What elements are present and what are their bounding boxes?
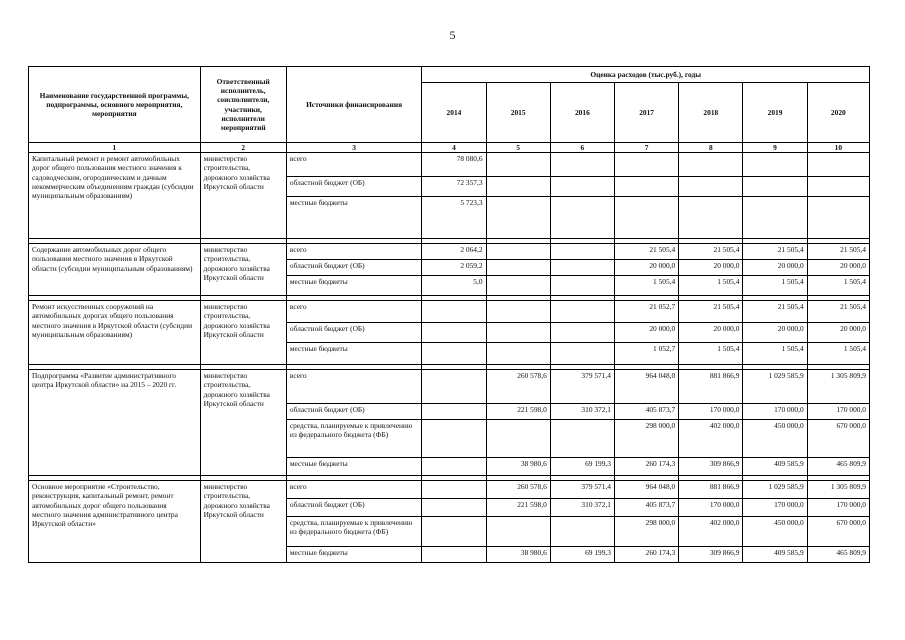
amount-cell (679, 197, 743, 239)
amount-cell: 78 080,6 (422, 153, 486, 177)
amount-cell: 298 000,0 (614, 420, 678, 458)
column-number: 1 (29, 143, 201, 153)
amount-cell: 309 866,9 (679, 458, 743, 476)
amount-cell (422, 481, 486, 499)
amount-cell: 20 000,0 (743, 323, 807, 343)
amount-cell: 402 000,0 (679, 517, 743, 547)
amount-cell: 21 505,4 (743, 301, 807, 323)
amount-cell: 20 000,0 (807, 323, 869, 343)
amount-cell (550, 153, 614, 177)
amount-cell (614, 197, 678, 239)
page-number: 5 (449, 28, 456, 42)
amount-cell (550, 177, 614, 197)
header-executor: Ответственный исполнитель, соисполнители, участники, исполнители мероприятий (200, 67, 286, 143)
amount-cell: 221 598,0 (486, 499, 550, 517)
amount-cell: 20 000,0 (807, 260, 869, 276)
table-row (29, 481, 870, 499)
amount-cell: 450 000,0 (743, 420, 807, 458)
table-row (29, 153, 870, 177)
amount-cell (486, 301, 550, 323)
column-number: 10 (807, 143, 869, 153)
amount-cell: 1 505,4 (743, 276, 807, 296)
amount-cell (614, 153, 678, 177)
amount-cell: 21 505,4 (807, 244, 869, 260)
amount-cell (550, 260, 614, 276)
amount-cell (486, 517, 550, 547)
amount-cell: 1 305 809,9 (807, 481, 869, 499)
funding-source: областной бюджет (ОБ) (286, 323, 421, 343)
amount-cell: 1 505,4 (679, 276, 743, 296)
amount-cell (550, 420, 614, 458)
amount-cell: 5 723,3 (422, 197, 486, 239)
header-year: 2020 (807, 83, 869, 143)
budget-table (28, 66, 870, 563)
table-body (29, 153, 870, 563)
column-number: 5 (486, 143, 550, 153)
amount-cell (486, 323, 550, 343)
amount-cell: 298 000,0 (614, 517, 678, 547)
amount-cell: 20 000,0 (614, 323, 678, 343)
column-number: 3 (286, 143, 421, 153)
amount-cell (486, 343, 550, 365)
amount-cell: 405 873,7 (614, 499, 678, 517)
amount-cell (422, 370, 486, 404)
amount-cell: 221 598,0 (486, 404, 550, 420)
amount-cell: 21 505,4 (614, 244, 678, 260)
amount-cell: 21 505,4 (807, 301, 869, 323)
amount-cell: 881 866,9 (679, 370, 743, 404)
executor-name: министерство строительства, дорожного хозяйства Иркутской области (200, 153, 286, 239)
amount-cell: 310 372,1 (550, 404, 614, 420)
amount-cell (422, 301, 486, 323)
amount-cell: 170 000,0 (679, 499, 743, 517)
column-number: 4 (422, 143, 486, 153)
activity-name: Подпрограмма «Развитие административного центра Иркутской области» на 2015 – 2020 гг. (29, 370, 201, 476)
amount-cell: 881 866,9 (679, 481, 743, 499)
executor-name: министерство строительства, дорожного хозяйства Иркутской области (200, 301, 286, 365)
amount-cell: 69 199,3 (550, 458, 614, 476)
funding-source: местные бюджеты (286, 547, 421, 563)
amount-cell: 21 052,7 (614, 301, 678, 323)
amount-cell: 409 585,9 (743, 458, 807, 476)
funding-source: областной бюджет (ОБ) (286, 260, 421, 276)
amount-cell: 402 000,0 (679, 420, 743, 458)
amount-cell (550, 197, 614, 239)
activity-name: Основное мероприятие «Строительство, реконструкция, капитальный ремонт, ремонт автомобильных дорог общего пользования местного значения административного центра Иркутской области» (29, 481, 201, 563)
amount-cell: 1 505,4 (679, 343, 743, 365)
amount-cell (486, 260, 550, 276)
amount-cell: 964 048,0 (614, 481, 678, 499)
amount-cell (486, 177, 550, 197)
amount-cell (550, 244, 614, 260)
amount-cell (807, 197, 869, 239)
amount-cell (614, 177, 678, 197)
amount-cell: 379 571,4 (550, 370, 614, 404)
amount-cell: 260 578,6 (486, 481, 550, 499)
amount-cell (422, 323, 486, 343)
header-estimate: Оценка расходов (тыс.руб.), годы (422, 67, 870, 83)
amount-cell: 1 505,4 (743, 343, 807, 365)
amount-cell: 1 305 809,9 (807, 370, 869, 404)
funding-source: областной бюджет (ОБ) (286, 177, 421, 197)
header-year: 2019 (743, 83, 807, 143)
header-year: 2015 (486, 83, 550, 143)
amount-cell (422, 499, 486, 517)
funding-source: всего (286, 481, 421, 499)
funding-source: местные бюджеты (286, 276, 421, 296)
amount-cell (486, 420, 550, 458)
executor-name: министерство строительства, дорожного хозяйства Иркутской области (200, 370, 286, 476)
amount-cell: 379 571,4 (550, 481, 614, 499)
funding-source: средства, планируемые к привлечению из федерального бюджета (ФБ) (286, 420, 421, 458)
header-year: 2016 (550, 83, 614, 143)
funding-source: всего (286, 370, 421, 404)
funding-source: местные бюджеты (286, 343, 421, 365)
amount-cell: 409 585,9 (743, 547, 807, 563)
executor-name: министерство строительства, дорожного хозяйства Иркутской области (200, 244, 286, 296)
executor-name: министерство строительства, дорожного хозяйства Иркутской области (200, 481, 286, 563)
amount-cell: 170 000,0 (807, 404, 869, 420)
funding-source: областной бюджет (ОБ) (286, 499, 421, 517)
amount-cell: 465 809,9 (807, 547, 869, 563)
header-year: 2017 (614, 83, 678, 143)
funding-source: местные бюджеты (286, 458, 421, 476)
amount-cell (422, 343, 486, 365)
column-number: 2 (200, 143, 286, 153)
table-row (29, 301, 870, 323)
amount-cell (422, 458, 486, 476)
header-source: Источники финансирования (286, 67, 421, 143)
column-number: 6 (550, 143, 614, 153)
activity-name: Содержание автомобильных дорог общего пользования местного значения в Иркутской области (субсидии муниципальным образованиям) (29, 244, 201, 296)
amount-cell (550, 301, 614, 323)
amount-cell: 69 199,3 (550, 547, 614, 563)
amount-cell (807, 177, 869, 197)
amount-cell: 1 505,4 (807, 276, 869, 296)
amount-cell (550, 323, 614, 343)
amount-cell: 20 000,0 (743, 260, 807, 276)
activity-name: Ремонт искусственных сооружений на автомобильных дорогах общего пользования местного значения в Иркутской области (субсидии муниципальным образованиям) (29, 301, 201, 365)
amount-cell: 1 505,4 (614, 276, 678, 296)
amount-cell: 21 505,4 (679, 244, 743, 260)
amount-cell: 260 174,3 (614, 458, 678, 476)
amount-cell (679, 177, 743, 197)
amount-cell: 20 000,0 (679, 323, 743, 343)
funding-source: всего (286, 153, 421, 177)
amount-cell: 309 866,9 (679, 547, 743, 563)
funding-source: средства, планируемые к привлечению из федерального бюджета (ФБ) (286, 517, 421, 547)
amount-cell: 21 505,4 (679, 301, 743, 323)
amount-cell (422, 404, 486, 420)
amount-cell (486, 244, 550, 260)
amount-cell (743, 197, 807, 239)
amount-cell (422, 517, 486, 547)
amount-cell (743, 177, 807, 197)
amount-cell: 1 029 585,9 (743, 481, 807, 499)
amount-cell: 5,0 (422, 276, 486, 296)
amount-cell: 170 000,0 (679, 404, 743, 420)
amount-cell (422, 547, 486, 563)
amount-cell (486, 153, 550, 177)
funding-source: местные бюджеты (286, 197, 421, 239)
amount-cell: 38 980,6 (486, 458, 550, 476)
header-year: 2014 (422, 83, 486, 143)
amount-cell: 450 000,0 (743, 517, 807, 547)
table-row (29, 370, 870, 404)
funding-source: всего (286, 244, 421, 260)
amount-cell (679, 153, 743, 177)
header-name: Наименование государственной программы, подпрограммы, основного мероприятия, мероприятия (29, 67, 201, 143)
amount-cell: 405 873,7 (614, 404, 678, 420)
amount-cell (422, 420, 486, 458)
table-row (29, 244, 870, 260)
column-number: 9 (743, 143, 807, 153)
amount-cell (486, 197, 550, 239)
amount-cell: 72 357,3 (422, 177, 486, 197)
funding-source: областной бюджет (ОБ) (286, 404, 421, 420)
amount-cell: 1 052,7 (614, 343, 678, 365)
amount-cell: 670 000,0 (807, 420, 869, 458)
column-number: 8 (679, 143, 743, 153)
amount-cell: 670 000,0 (807, 517, 869, 547)
amount-cell (550, 517, 614, 547)
header-year: 2018 (679, 83, 743, 143)
amount-cell: 260 578,6 (486, 370, 550, 404)
amount-cell: 1 029 585,9 (743, 370, 807, 404)
amount-cell: 170 000,0 (807, 499, 869, 517)
amount-cell: 260 174,3 (614, 547, 678, 563)
activity-name: Капитальный ремонт и ремонт автомобильных дорог общего пользования местного значения к садоводческим, огородническим и дачным некоммерческим объединениям граждан (субсидии муниципальным образованиям) (29, 153, 201, 239)
amount-cell: 38 980,6 (486, 547, 550, 563)
amount-cell: 170 000,0 (743, 499, 807, 517)
column-number: 7 (614, 143, 678, 153)
amount-cell: 2 064,2 (422, 244, 486, 260)
amount-cell: 170 000,0 (743, 404, 807, 420)
funding-source: всего (286, 301, 421, 323)
amount-cell (807, 153, 869, 177)
amount-cell: 964 048,0 (614, 370, 678, 404)
amount-cell (486, 276, 550, 296)
amount-cell: 20 000,0 (614, 260, 678, 276)
amount-cell (550, 276, 614, 296)
amount-cell: 1 505,4 (807, 343, 869, 365)
amount-cell: 20 000,0 (679, 260, 743, 276)
amount-cell (743, 153, 807, 177)
amount-cell: 2 059,2 (422, 260, 486, 276)
amount-cell: 465 809,9 (807, 458, 869, 476)
amount-cell (550, 343, 614, 365)
amount-cell: 21 505,4 (743, 244, 807, 260)
amount-cell: 310 372,1 (550, 499, 614, 517)
